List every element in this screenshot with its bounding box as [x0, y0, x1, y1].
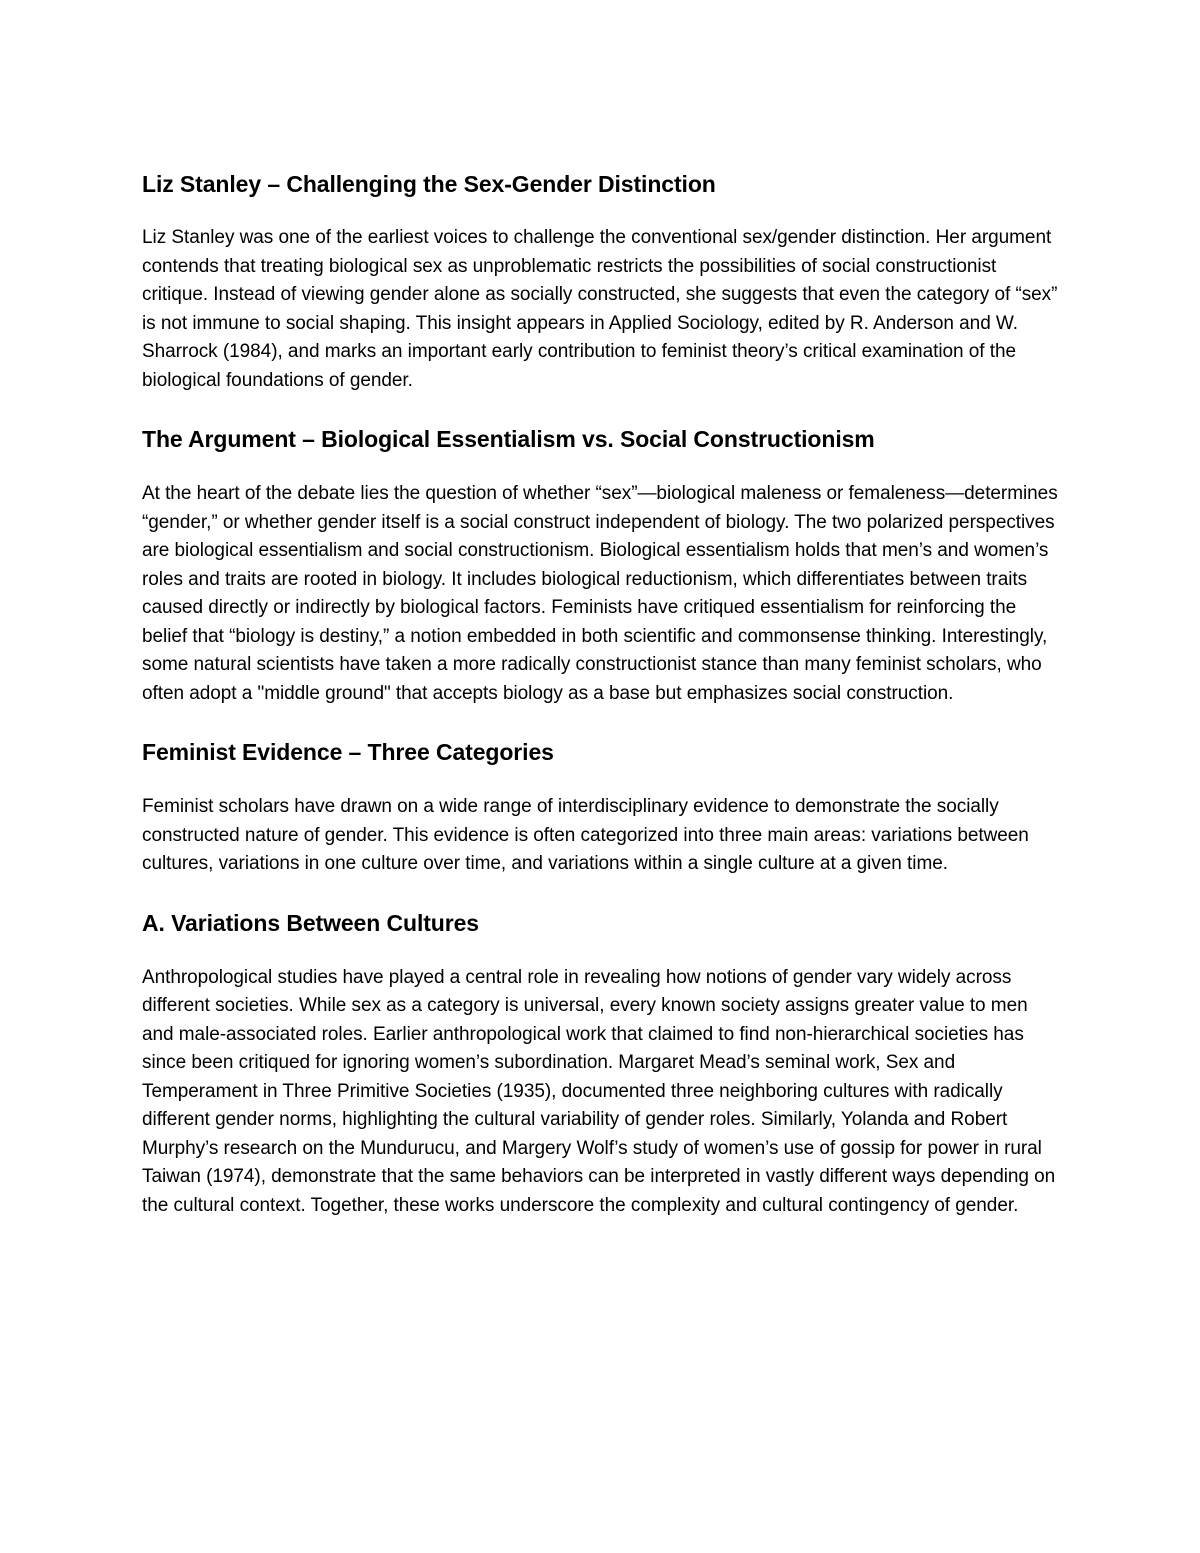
section-heading-feminist-evidence: Feminist Evidence – Three Categories — [142, 739, 554, 765]
section-body-feminist-evidence: Feminist scholars have drawn on a wide range of interdisciplinary evidence to demonstrate the socially constructed nature of gender. This evidence is often categorized into three main areas: variations between cultures, variations in one culture over time, and variations within a single culture at a given time. — [142, 796, 1029, 874]
section-body-variations-between-cultures: Anthropological studies have played a central role in revealing how notions of gender vary widely across different societies. While sex as a category is universal, every known society assigns greater value to men and male-associated roles. Earlier anthropological work that claimed to find non-hierarchical societies has since been critiqued for ignoring women’s subordination. Margaret Mead’s seminal work, Sex and Temperament in Three Primitive Societies (1935), documented three neighboring cultures with radically different gender norms, highlighting the cultural variability of gender roles. Similarly, Yolanda and Robert Murphy’s research on the Mundurucu, and Margery Wolf’s study of women’s use of gossip for power in rural Taiwan (1974), demonstrate that the same behaviors can be interpreted in vastly different ways depending on the cultural context. Together, these works underscore the complexity and cultural contingency of gender. — [142, 966, 1056, 1216]
section-heading-liz-stanley: Liz Stanley – Challenging the Sex-Gender Distinction — [142, 171, 716, 197]
section-body-liz-stanley: Liz Stanley was one of the earliest voices to challenge the conventional sex/gender distinction. Her argument contends that treating biological sex as unproblematic restricts the possibilities of social constructionist critique. Instead of viewing gender alone as socially constructed, she suggests that even the category of “sex” is not immune to social shaping. This insight appears in Applied Sociology, edited by R. Anderson and W. Sharrock (1984), and marks an important early contribution to feminist theory’s critical examination of the biological foundations of gender. — [142, 227, 1058, 391]
document-page — [142, 170, 1062, 1220]
section-body-the-argument: At the heart of the debate lies the question of whether “sex”—biological maleness or femaleness—determines “gender,” or whether gender itself is a social construct independent of biology. The two polarized perspectives are biological essentialism and social constructionism. Biological essentialism holds that men’s and women’s roles and traits are rooted in biology. It includes biological reductionism, which differentiates between traits caused directly or indirectly by biological factors. Feminists have critiqued essentialism for reinforcing the belief that “biology is destiny,” a notion embedded in both scientific and commonsense thinking. Interestingly, some natural scientists have taken a more radically constructionist stance than many feminist scholars, who often adopt a "middle ground" that accepts biology as a base but emphasizes social construction. — [142, 483, 1058, 704]
section-heading-variations-between-cultures: A. Variations Between Cultures — [142, 909, 479, 936]
section-heading-the-argument: The Argument – Biological Essentialism vs. Social Constructionism — [142, 426, 875, 452]
